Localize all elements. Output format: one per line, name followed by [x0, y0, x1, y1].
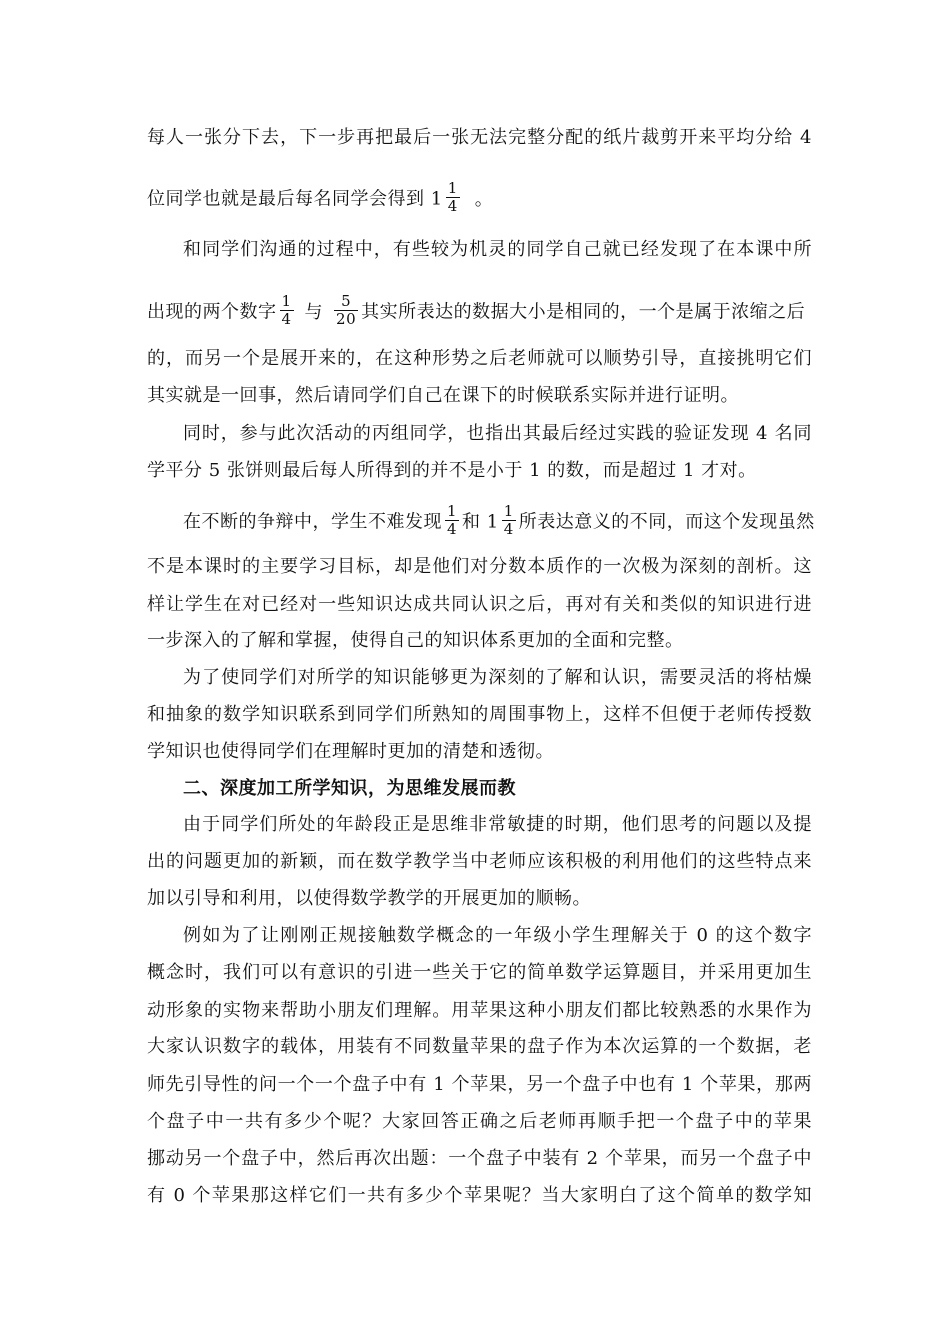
p5-line-3: 学知识也使得同学们在理解时更加的清楚和透彻。	[147, 741, 554, 762]
fraction-numerator: 1	[447, 502, 458, 520]
fraction-denominator: 4	[447, 197, 458, 215]
p7-line-6: 个盘子中一共有多少个呢？大家回答正确之后老师再顺手把一个盘子中的苹果	[147, 1111, 812, 1132]
p2-line-2	[147, 292, 812, 330]
fraction-numerator: 1	[503, 502, 514, 520]
p7-line-1: 例如为了让刚刚正规接触数学概念的一年级小学生理解关于 0 的这个数字	[183, 925, 812, 946]
fraction-one-quarter	[446, 180, 460, 215]
p7-line-5: 师先引导性的问一个一个盘子中有 1 个苹果，另一个盘子中也有 1 个苹果，那两	[147, 1074, 812, 1095]
p7-line-3: 动形象的实物来帮助小朋友们理解。用苹果这种小朋友们都比较熟悉的水果作为	[147, 1000, 812, 1021]
fraction-one-quarter	[445, 503, 459, 538]
p2-line-1: 和同学们沟通的过程中，有些较为机灵的同学自己就已经发现了在本课中所	[183, 239, 812, 260]
p4-line-4: 一步深入的了解和掌握，使得自己的知识体系更加的全面和完整。	[147, 630, 684, 651]
p5-line-1: 为了使同学们对所学的知识能够更为深刻的了解和认识，需要灵活的将枯燥	[183, 667, 812, 688]
p2-text-c: 其实所表达的数据大小是相同的，一个是属于浓缩之后	[361, 301, 806, 323]
p2-text-a: 出现的两个数字	[147, 301, 277, 323]
fraction-numerator: 1	[447, 179, 458, 197]
fraction-denominator: 20	[336, 310, 357, 328]
fraction-denominator: 4	[447, 520, 458, 538]
p1-text: 位同学也就是最后每名同学会得到 1	[147, 188, 443, 210]
p5-line-2: 和抽象的数学知识联系到同学们所熟知的周围事物上，这样不但便于老师传授数	[147, 704, 812, 725]
fraction-five-twentieths	[334, 293, 358, 328]
p7-line-7: 挪动另一个盘子中，然后再次出题：一个盘子中装有 2 个苹果，而另一个盘子中	[147, 1148, 812, 1169]
p1-period: 。	[474, 188, 494, 210]
fraction-denominator: 4	[281, 310, 292, 328]
fraction-numerator: 1	[281, 292, 292, 310]
fraction-one-quarter	[280, 293, 294, 328]
fraction-one-quarter	[502, 503, 516, 538]
p4-line-3: 样让学生在对已经对一些知识达成共同认识之后，再对有关和类似的知识进行进	[147, 594, 812, 615]
p1-line-1: 每人一张分下去，下一步再把最后一张无法完整分配的纸片裁剪开来平均分给 4	[147, 127, 812, 148]
p1-line-2	[147, 179, 812, 217]
p4-text-c: 所表达意义的不同，而这个发现虽然	[518, 511, 815, 533]
p2-line-4: 其实就是一回事，然后请同学们自己在课下的时候联系实际并进行证明。	[147, 385, 739, 406]
p6-line-2: 出的问题更加的新颖，而在数学教学当中老师应该积极的利用他们的这些特点来	[147, 851, 812, 872]
p3-line-2: 学平分 5 张饼则最后每人所得到的并不是小于 1 的数，而是超过 1 才对。	[147, 460, 757, 481]
p6-line-3: 加以引导和利用，以使得数学教学的开展更加的顺畅。	[147, 888, 591, 909]
p2-text-b: 与	[304, 301, 324, 323]
p3-line-1: 同时，参与此次活动的丙组同学，也指出其最后经过实践的验证发现 4 名同	[183, 423, 812, 444]
p7-line-2: 概念时，我们可以有意识的引进一些关于它的简单数学运算题目，并采用更加生	[147, 962, 812, 983]
section-heading: 二、深度加工所学知识，为思维发展而教	[183, 778, 516, 799]
fraction-numerator: 5	[334, 293, 358, 311]
p4-text-b: 和 1	[462, 511, 499, 533]
p7-line-4: 大家认识数字的载体，用装有不同数量苹果的盘子作为本次运算的一个数据，老	[147, 1036, 812, 1057]
p6-line-1: 由于同学们所处的年龄段正是思维非常敏捷的时期，他们思考的问题以及提	[183, 814, 812, 835]
p4-line-1	[183, 502, 815, 540]
p2-line-3: 的，而另一个是展开来的，在这种形势之后老师就可以顺势引导，直接挑明它们	[147, 348, 812, 369]
p4-text-a: 在不断的争辩中，学生不难发现	[183, 511, 442, 533]
p4-line-2: 不是本课时的主要学习目标，却是他们对分数本质作的一次极为深刻的剖析。这	[147, 556, 812, 577]
fraction-denominator: 4	[503, 520, 514, 538]
p7-line-8: 有 0 个苹果那这样它们一共有多少个苹果呢？当大家明白了这个简单的数学知	[147, 1185, 812, 1206]
